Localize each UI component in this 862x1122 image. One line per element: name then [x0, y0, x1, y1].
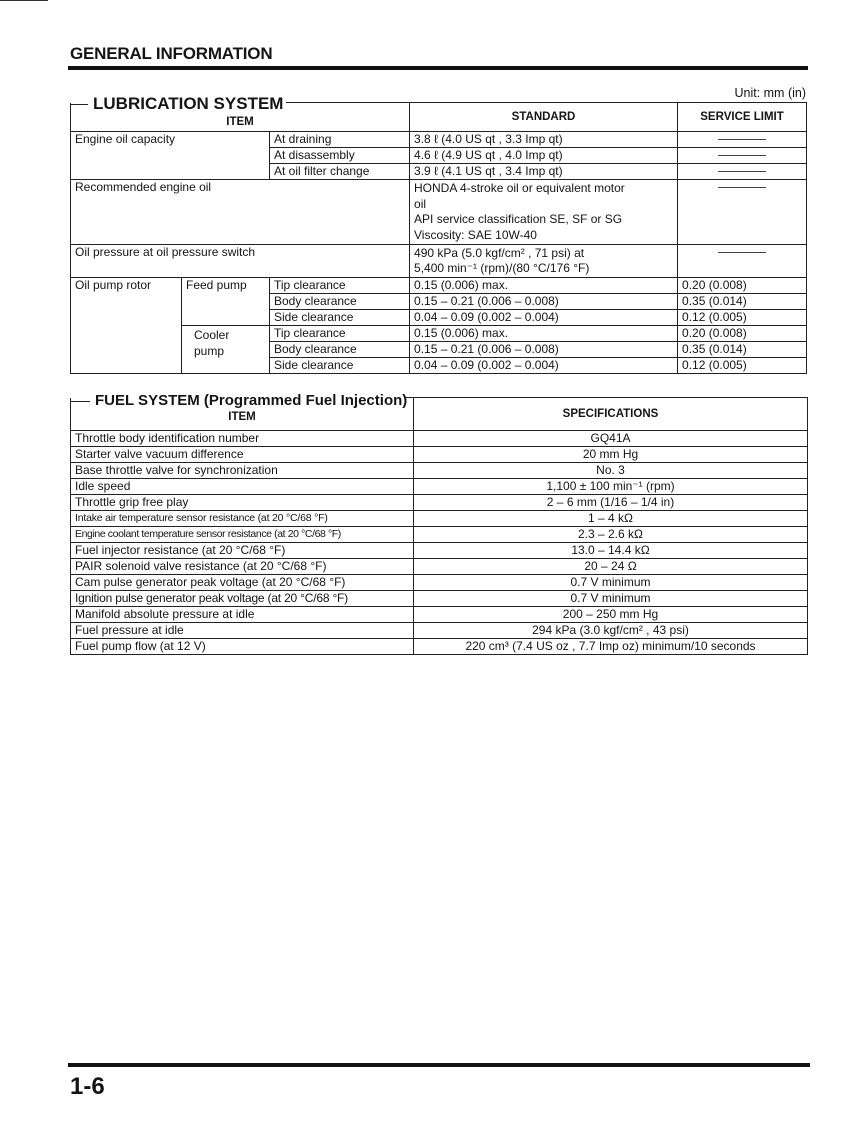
fuel-spec: 220 cm³ (7.4 US oz , 7.7 Imp oz) minimum/10 seconds	[414, 639, 808, 655]
col-header-specifications: SPECIFICATIONS	[414, 398, 808, 431]
col-header-service-limit: SERVICE LIMIT	[678, 103, 807, 132]
table-row	[71, 495, 808, 511]
service-limit-dash	[678, 148, 807, 164]
table-row	[71, 479, 808, 495]
table-row	[71, 527, 808, 543]
service-limit-value: 0.35 (0.014)	[678, 342, 807, 358]
standard-value: 0.15 (0.006) max.	[410, 278, 678, 294]
standard-line: Viscosity: SAE 10W-40	[414, 227, 537, 242]
service-limit-value: 0.35 (0.014)	[678, 294, 807, 310]
standard-value-multiline	[410, 245, 678, 278]
row-label-oil-pump-rotor: Oil pump rotor	[71, 278, 182, 374]
sub-item: Side clearance	[270, 310, 410, 326]
page-header-title: GENERAL INFORMATION	[70, 44, 273, 63]
table-row	[71, 180, 807, 245]
top-edge-rule	[0, 0, 48, 1]
fuel-item: Engine coolant temperature sensor resistance (at 20 °C/68 °F)	[71, 527, 414, 543]
standard-line: 5,400 min⁻¹ (rpm)/(80 °C/176 °F)	[414, 261, 590, 275]
fuel-item: Manifold absolute pressure at idle	[71, 607, 414, 623]
table-row	[71, 591, 808, 607]
fuel-item: Ignition pulse generator peak voltage (at 20 °C/68 °F)	[71, 591, 414, 607]
fuel-item: Fuel pressure at idle	[71, 623, 414, 639]
fuel-spec: 1,100 ± 100 min⁻¹ (rpm)	[414, 479, 808, 495]
standard-line: 490 kPa (5.0 kgf/cm² , 71 psi) at	[414, 246, 585, 260]
sub-item: At draining	[270, 132, 410, 148]
fuel-item: Idle speed	[71, 479, 414, 495]
col-header-item: ITEM	[71, 398, 414, 431]
service-limit-dash	[678, 245, 807, 278]
fuel-spec: 0.7 V minimum	[414, 591, 808, 607]
standard-value: 4.6 ℓ (4.9 US qt , 4.0 Imp qt)	[410, 148, 678, 164]
standard-value: 0.15 – 0.21 (0.006 – 0.008)	[410, 294, 678, 310]
service-limit-dash	[678, 180, 807, 245]
fuel-spec: 2.3 – 2.6 kΩ	[414, 527, 808, 543]
table-row	[71, 639, 808, 655]
sub-item: At oil filter change	[270, 164, 410, 180]
lubrication-section-title: LUBRICATION SYSTEM	[93, 94, 284, 113]
fuel-spec: 200 – 250 mm Hg	[414, 607, 808, 623]
table-row	[71, 511, 808, 527]
fuel-item: Throttle body identification number	[71, 431, 414, 447]
fuel-item: Base throttle valve for synchronization	[71, 463, 414, 479]
fuel-item: Fuel pump flow (at 12 V)	[71, 639, 414, 655]
cooler-pump-line: Cooler	[194, 328, 230, 342]
row-label-oil-pressure: Oil pressure at oil pressure switch	[71, 245, 410, 278]
fuel-item: Cam pulse generator peak voltage (at 20 °C/68 °F)	[71, 575, 414, 591]
fuel-spec: 0.7 V minimum	[414, 575, 808, 591]
table-row	[71, 543, 808, 559]
fuel-section-title: FUEL SYSTEM (Programmed Fuel Injection)	[95, 392, 408, 409]
fuel-item: PAIR solenoid valve resistance (at 20 °C/68 °F)	[71, 559, 414, 575]
lubrication-table	[70, 102, 807, 374]
cooler-pump-line: pump	[194, 344, 225, 358]
fuel-spec: No. 3	[414, 463, 808, 479]
standard-value: 3.9 ℓ (4.1 US qt , 3.4 Imp qt)	[410, 164, 678, 180]
fuel-table	[70, 397, 808, 655]
sub-item: Body clearance	[270, 342, 410, 358]
fuel-spec: 20 – 24 Ω	[414, 559, 808, 575]
standard-line: API service classification SE, SF or SG	[414, 212, 623, 226]
sub-item: Tip clearance	[270, 326, 410, 342]
col-header-standard: STANDARD	[410, 103, 678, 132]
cooler-pump-label	[182, 326, 270, 374]
page-number: 1-6	[70, 1073, 105, 1100]
standard-value: 0.15 (0.006) max.	[410, 326, 678, 342]
standard-value: 0.15 – 0.21 (0.006 – 0.008)	[410, 342, 678, 358]
fuel-item: Throttle grip free play	[71, 495, 414, 511]
fuel-spec: 2 – 6 mm (1/16 – 1/4 in)	[414, 495, 808, 511]
footer-rule	[68, 1063, 810, 1067]
header-rule	[68, 66, 808, 70]
service-limit-dash	[678, 132, 807, 148]
service-limit-value: 0.20 (0.008)	[678, 326, 807, 342]
table-row	[71, 278, 807, 294]
row-label-recommended-oil: Recommended engine oil	[71, 180, 410, 245]
fuel-spec: 294 kPa (3.0 kgf/cm² , 43 psi)	[414, 623, 808, 639]
standard-line: oil	[414, 196, 427, 211]
table-row	[71, 607, 808, 623]
fuel-item: Starter valve vacuum difference	[71, 447, 414, 463]
table-row	[71, 575, 808, 591]
fuel-spec: 20 mm Hg	[414, 447, 808, 463]
feed-pump-label: Feed pump	[182, 278, 270, 326]
sub-item: Body clearance	[270, 294, 410, 310]
table-row	[71, 447, 808, 463]
sub-item: At disassembly	[270, 148, 410, 164]
fuel-spec: 13.0 – 14.4 kΩ	[414, 543, 808, 559]
service-limit-value: 0.20 (0.008)	[678, 278, 807, 294]
col-header-item: ITEM	[71, 103, 410, 132]
table-row	[71, 623, 808, 639]
standard-line: HONDA 4-stroke oil or equivalent motor	[414, 181, 625, 195]
standard-value-multiline	[410, 180, 678, 245]
table-row	[71, 245, 807, 278]
unit-note: Unit: mm (in)	[734, 86, 806, 100]
fuel-item: Intake air temperature sensor resistance (at 20 °C/68 °F)	[71, 511, 414, 527]
service-limit-value: 0.12 (0.005)	[678, 358, 807, 374]
table-row	[71, 132, 807, 148]
standard-value: 0.04 – 0.09 (0.002 – 0.004)	[410, 310, 678, 326]
standard-value: 0.04 – 0.09 (0.002 – 0.004)	[410, 358, 678, 374]
fuel-item: Fuel injector resistance (at 20 °C/68 °F)	[71, 543, 414, 559]
table-row	[71, 463, 808, 479]
standard-value: 3.8 ℓ (4.0 US qt , 3.3 Imp qt)	[410, 132, 678, 148]
table-row	[71, 326, 807, 342]
table-row	[71, 431, 808, 447]
sub-item: Tip clearance	[270, 278, 410, 294]
service-limit-value: 0.12 (0.005)	[678, 310, 807, 326]
sub-item: Side clearance	[270, 358, 410, 374]
table-row	[71, 559, 808, 575]
row-label-engine-oil-capacity: Engine oil capacity	[71, 132, 270, 180]
fuel-spec: 1 – 4 kΩ	[414, 511, 808, 527]
service-limit-dash	[678, 164, 807, 180]
fuel-spec: GQ41A	[414, 431, 808, 447]
